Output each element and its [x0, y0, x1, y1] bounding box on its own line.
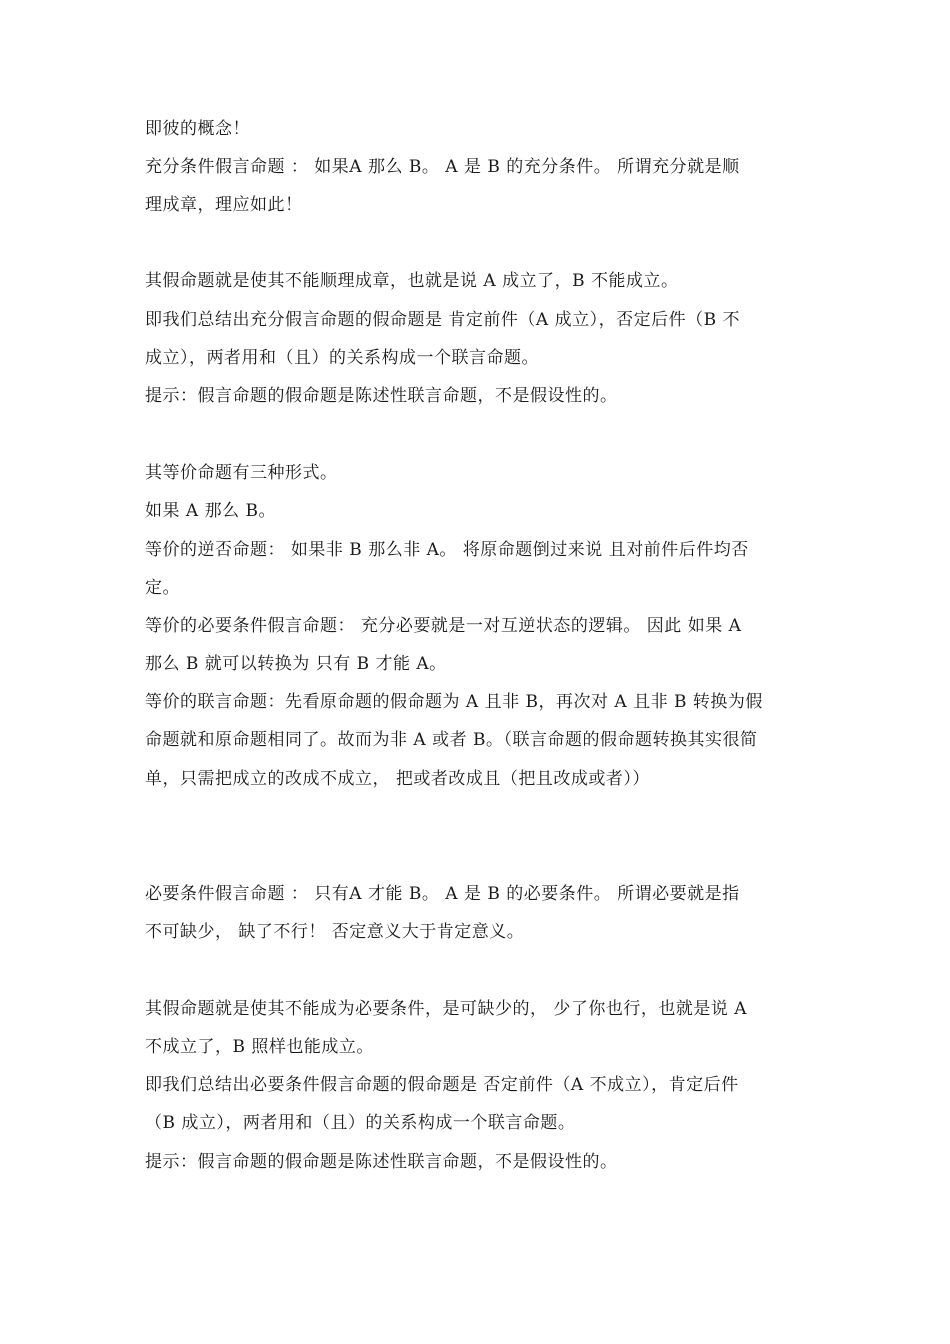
- text-line: （B 成立），两者用和（且）的关系构成一个联言命题。: [145, 1113, 576, 1133]
- text-line: 即我们总结出必要条件假言命题的假命题是 否定前件（A 不成立），肯定后件: [145, 1075, 739, 1095]
- text-line: 成立），两者用和（且）的关系构成一个联言命题。: [145, 348, 539, 368]
- text-line: 单，只需把成立的改成不成立， 把或者改成且（把且改成或者））: [145, 769, 650, 789]
- text-line: 其假命题就是使其不能顺理成章，也就是说 A 成立了，B 不能成立。: [145, 271, 679, 291]
- text-line: 那么 B 就可以转换为 只有 B 才能 A。: [145, 654, 447, 674]
- text-line: 不可缺少， 缺了不行！ 否定意义大于肯定意义。: [145, 922, 525, 942]
- text-line: 等价的必要条件假言命题： 充分必要就是一对互逆状态的逻辑。 因此 如果 A: [145, 616, 742, 636]
- text-line: 充分条件假言命题 ： 如果A 那么 B。 A 是 B 的充分条件。 所谓充分就是顺: [145, 157, 740, 177]
- text-line: 理成章，理应如此！: [145, 195, 303, 215]
- text-line: 其等价命题有三种形式。: [145, 463, 338, 483]
- text-line: 即彼的概念！: [145, 119, 250, 139]
- text-line: 如果 A 那么 B。: [145, 501, 276, 521]
- text-line: 其假命题就是使其不能成为必要条件，是可缺少的， 少了你也行，也就是说 A: [145, 999, 748, 1019]
- text-line: 命题就和原命题相同了。故而为非 A 或者 B。（联言命题的假命题转换其实很简: [145, 730, 758, 750]
- text-line: 必要条件假言命题 ： 只有A 才能 B。 A 是 B 的必要条件。 所谓必要就是指: [145, 884, 740, 904]
- text-line: 提示：假言命题的假命题是陈述性联言命题，不是假设性的。: [145, 1152, 618, 1172]
- text-line: 定。: [145, 578, 180, 598]
- text-line: 不成立了，B 照样也能成立。: [145, 1037, 374, 1057]
- text-line: 提示：假言命题的假命题是陈述性联言命题，不是假设性的。: [145, 386, 618, 406]
- text-line: 即我们总结出充分假言命题的假命题是 肯定前件（A 成立），否定后件（B 不: [145, 310, 740, 330]
- text-line: 等价的逆否命题： 如果非 B 那么非 A。 将原命题倒过来说 且对前件后件均否: [145, 540, 749, 560]
- text-line: 等价的联言命题：先看原命题的假命题为 A 且非 B，再次对 A 且非 B 转换为假: [145, 692, 763, 712]
